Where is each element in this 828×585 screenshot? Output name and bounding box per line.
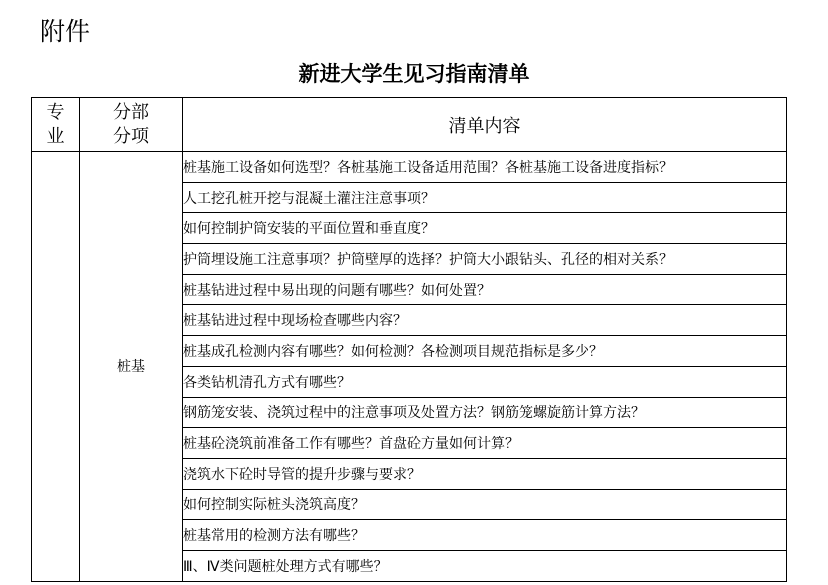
header-subitem-line2: 分项	[113, 125, 149, 147]
header-major	[32, 98, 80, 152]
header-content: 清单内容	[183, 98, 787, 152]
checklist-item: 桩基砼浇筑前准备工作有哪些？首盘砼方量如何计算？	[183, 428, 787, 459]
checklist-item: 人工挖孔桩开挖与混凝土灌注注意事项？	[183, 182, 787, 213]
table-header-row	[32, 98, 787, 152]
header-major-line1: 专	[46, 101, 65, 123]
checklist-item: 各类钻机清孔方式有哪些？	[183, 366, 787, 397]
header-major-line2: 业	[46, 125, 65, 147]
checklist-item: 桩基钻进过程中易出现的问题有哪些？如何处置？	[183, 274, 787, 305]
table-row	[32, 152, 787, 183]
checklist-item: 护筒埋设施工注意事项？护筒壁厚的选择？护筒大小跟钻头、孔径的相对关系？	[183, 244, 787, 275]
header-subitem-line1: 分部	[113, 101, 149, 123]
checklist-table	[31, 97, 787, 582]
checklist-item: 桩基钻进过程中现场检查哪些内容？	[183, 305, 787, 336]
attachment-label: 附件	[40, 17, 91, 46]
checklist-item: Ⅲ、Ⅳ类问题桩处理方式有哪些？	[183, 550, 787, 581]
checklist-item: 桩基成孔检测内容有哪些？如何检测？各检测项目规范指标是多少？	[183, 336, 787, 367]
checklist-item: 桩基常用的检测方法有哪些？	[183, 520, 787, 551]
document-title: 新进大学生见习指南清单	[298, 62, 530, 86]
checklist-item: 浇筑水下砼时导管的提升步骤与要求？	[183, 458, 787, 489]
checklist-item: 如何控制实际桩头浇筑高度？	[183, 489, 787, 520]
header-subitem	[80, 98, 183, 152]
checklist-item: 如何控制护筒安装的平面位置和垂直度？	[183, 213, 787, 244]
major-cell	[32, 152, 80, 582]
checklist-item: 桩基施工设备如何选型？各桩基施工设备适用范围？各桩基施工设备进度指标？	[183, 152, 787, 183]
checklist-item: 钢筋笼安装、浇筑过程中的注意事项及处置方法？钢筋笼螺旋筋计算方法？	[183, 397, 787, 428]
section-cell: 桩基	[80, 152, 183, 582]
